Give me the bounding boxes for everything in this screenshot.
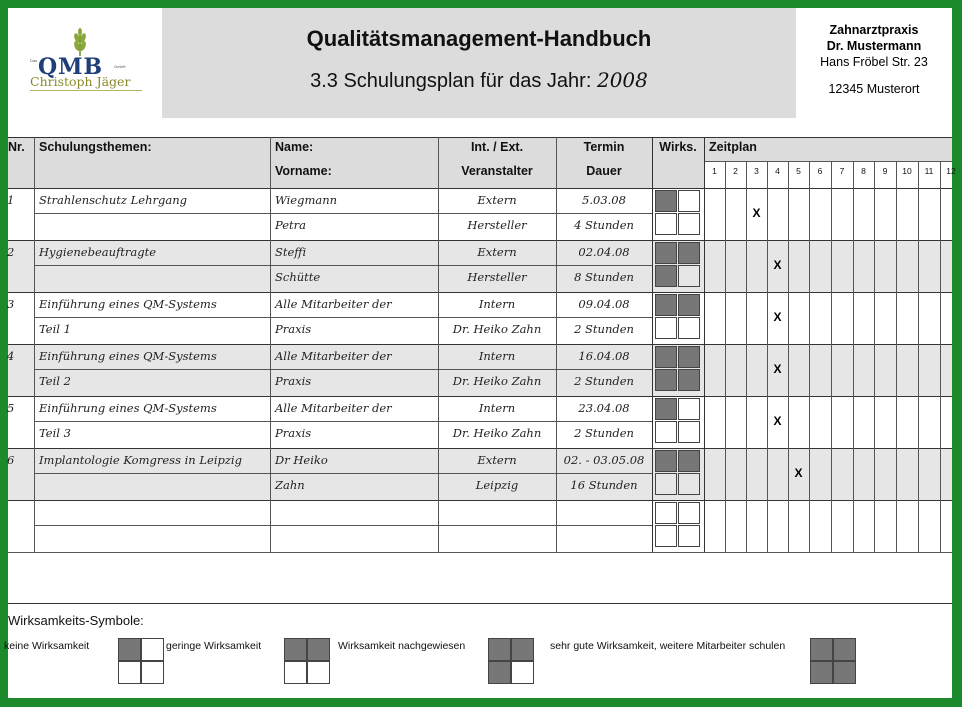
row-name: Dr Heiko — [275, 453, 328, 467]
row-name: Alle Mitarbeiter der — [275, 297, 392, 311]
row-date: 09.04.08 — [578, 297, 630, 311]
effect-quadrant — [678, 242, 700, 264]
table-rule — [8, 448, 952, 449]
effect-quadrant — [655, 317, 677, 339]
row-topic: Implantologie Komgress in Leipzig — [39, 453, 242, 467]
month-label: 1 — [712, 166, 717, 176]
legend-quadrant — [284, 638, 307, 661]
header-date: Termin — [583, 140, 625, 154]
table-rule — [34, 213, 652, 214]
month-label: 7 — [839, 166, 845, 176]
legend-quadrant — [141, 638, 164, 661]
practice-name: Zahnarztpraxis — [829, 23, 919, 37]
effect-quadrant — [655, 525, 677, 547]
table-rule — [34, 525, 652, 526]
table-rule — [8, 292, 952, 293]
table-rule — [746, 161, 747, 552]
table-rule — [8, 137, 952, 138]
legend-symbol — [118, 638, 164, 684]
row-type: Intern — [478, 401, 516, 415]
table-rule — [438, 137, 439, 552]
effect-quadrant — [655, 294, 677, 316]
row-date: 23.04.08 — [578, 401, 630, 415]
row-topic: Einführung eines QM-Systems — [39, 297, 217, 311]
header-schedule: Zeitplan — [709, 140, 757, 154]
header-topics: Schulungsthemen: — [39, 140, 152, 154]
table-rule — [34, 317, 652, 318]
row-firstname: Schütte — [275, 270, 321, 284]
month-label: 10 — [902, 166, 912, 176]
row-type: Extern — [477, 453, 517, 467]
effect-quadrant — [678, 346, 700, 368]
schedule-mark: X — [773, 414, 782, 428]
effect-quadrant — [678, 317, 700, 339]
legend-symbol — [488, 638, 534, 684]
effect-quadrant — [655, 502, 677, 524]
row-type: Intern — [478, 297, 516, 311]
row-duration: 2 Stunden — [574, 322, 634, 336]
month-label: 11 — [924, 166, 934, 176]
row-number: 5 — [7, 401, 15, 415]
effect-quadrant — [655, 421, 677, 443]
row-date: 02.04.08 — [578, 245, 630, 259]
table-rule — [704, 161, 952, 162]
legend-quadrant — [511, 638, 534, 661]
row-number: 4 — [7, 349, 15, 363]
row-organizer: Dr. Heiko Zahn — [452, 426, 542, 440]
row-date: 5.03.08 — [582, 193, 626, 207]
row-duration: 2 Stunden — [574, 374, 634, 388]
month-label: 5 — [796, 166, 801, 176]
legend-quadrant — [307, 661, 330, 684]
row-topic: Strahlenschutz Lehrgang — [39, 193, 187, 207]
legend-label: keine Wirksamkeit — [4, 640, 90, 652]
header-int-ext: Int. / Ext. — [470, 140, 524, 154]
legend-quadrant — [488, 661, 511, 684]
table-rule — [8, 396, 952, 397]
page-title: Qualitätsmanagement-Handbuch — [306, 26, 652, 51]
row-duration: 4 Stunden — [574, 218, 634, 232]
legend-symbol — [284, 638, 330, 684]
logo-small-right: GmbH — [114, 64, 126, 69]
plan-year: 2008 — [596, 68, 648, 92]
logo-small-left: Das — [30, 58, 38, 63]
legend-quadrant — [810, 661, 833, 684]
header-duration: Dauer — [586, 164, 622, 178]
table-rule — [34, 473, 652, 474]
practice-doctor: Dr. Mustermann — [826, 39, 922, 53]
header-organizer: Veranstalter — [461, 164, 533, 178]
row-firstname: Petra — [275, 218, 307, 232]
table-rule — [8, 188, 952, 189]
schedule-mark: X — [773, 310, 782, 324]
legend-title: Wirksamkeits-Symbole: — [8, 613, 144, 628]
table-rule — [809, 161, 810, 552]
schedule-mark: X — [794, 466, 803, 480]
table-rule — [556, 137, 557, 552]
effect-quadrant — [678, 421, 700, 443]
row-organizer: Dr. Heiko Zahn — [452, 374, 542, 388]
subtitle-prefix: 3.3 Schulungsplan für das Jahr: — [310, 70, 592, 92]
row-duration: 2 Stunden — [574, 426, 634, 440]
training-plan-table — [7, 8, 956, 698]
schedule-mark: X — [773, 258, 782, 272]
effect-quadrant — [655, 265, 677, 287]
row-number: 3 — [7, 297, 15, 311]
effect-quadrant — [678, 294, 700, 316]
legend-label: Wirksamkeit nachgewiesen — [338, 640, 466, 652]
legend-label: geringe Wirksamkeit — [166, 640, 262, 652]
table-rule — [788, 161, 789, 552]
table-rule — [767, 161, 768, 552]
table-rule — [704, 137, 705, 552]
effect-quadrant — [655, 369, 677, 391]
month-label: 4 — [775, 166, 780, 176]
row-type: Extern — [477, 193, 517, 207]
legend-quadrant — [284, 661, 307, 684]
month-label: 3 — [754, 166, 759, 176]
document-page — [4, 8, 956, 698]
legend-symbol — [810, 638, 856, 684]
row-topic: Einführung eines QM-Systems — [39, 349, 217, 363]
effect-quadrant — [678, 525, 700, 547]
month-label: 12 — [946, 166, 956, 176]
effect-quadrant — [678, 398, 700, 420]
practice-city: 12345 Musterort — [828, 82, 920, 96]
row-date: 02. - 03.05.08 — [563, 453, 645, 467]
legend-quadrant — [118, 638, 141, 661]
row-organizer: Leipzig — [475, 478, 519, 492]
effect-quadrant — [678, 450, 700, 472]
row-topic: Einführung eines QM-Systems — [39, 401, 217, 415]
table-rule — [725, 161, 726, 552]
table-rule — [34, 421, 652, 422]
row-topic-part: Teil 1 — [39, 322, 71, 336]
row-name: Alle Mitarbeiter der — [275, 349, 392, 363]
practice-street: Hans Fröbel Str. 23 — [820, 55, 928, 69]
schedule-mark: X — [752, 206, 761, 220]
table-rule — [8, 552, 952, 553]
table-rule — [8, 240, 952, 241]
row-organizer: Hersteller — [467, 218, 527, 232]
legend-quadrant — [307, 638, 330, 661]
row-organizer: Dr. Heiko Zahn — [452, 322, 542, 336]
row-topic: Hygienebeauftragte — [39, 245, 157, 259]
table-rule — [8, 344, 952, 345]
legend-quadrant — [118, 661, 141, 684]
effect-quadrant — [678, 502, 700, 524]
effect-quadrant — [678, 190, 700, 212]
row-duration: 8 Stunden — [574, 270, 634, 284]
row-firstname: Praxis — [275, 322, 312, 336]
legend-quadrant — [141, 661, 164, 684]
row-topic-part: Teil 3 — [39, 426, 71, 440]
row-organizer: Hersteller — [467, 270, 527, 284]
table-rule — [8, 603, 952, 604]
month-label: 6 — [817, 166, 823, 176]
legend-label: sehr gute Wirksamkeit, weitere Mitarbeiter schulen — [550, 640, 786, 652]
effect-quadrant — [655, 346, 677, 368]
table-rule — [34, 265, 652, 266]
row-type: Intern — [478, 349, 516, 363]
row-firstname: Zahn — [275, 478, 305, 492]
row-date: 16.04.08 — [578, 349, 630, 363]
row-number: 6 — [7, 453, 15, 467]
month-label: 2 — [733, 166, 738, 176]
row-name: Alle Mitarbeiter der — [275, 401, 392, 415]
table-rule — [896, 161, 897, 552]
table-rule — [874, 161, 875, 552]
row-type: Extern — [477, 245, 517, 259]
logo-brand: QMB — [38, 54, 104, 80]
table-rule — [853, 161, 854, 552]
table-rule — [940, 161, 941, 552]
effect-quadrant — [678, 265, 700, 287]
table-rule — [652, 137, 653, 552]
table-rule — [8, 500, 952, 501]
effect-quadrant — [655, 213, 677, 235]
effect-quadrant — [655, 398, 677, 420]
legend-quadrant — [488, 638, 511, 661]
header-effect: Wirks. — [659, 140, 697, 154]
legend-quadrant — [833, 638, 856, 661]
table-rule — [34, 137, 35, 552]
header-nr: Nr. — [8, 140, 25, 154]
month-label: 8 — [861, 166, 866, 176]
header-name: Name: — [275, 140, 314, 154]
effect-quadrant — [678, 473, 700, 495]
header-firstname: Vorname: — [275, 164, 332, 178]
effect-quadrant — [655, 450, 677, 472]
schedule-mark: X — [773, 362, 782, 376]
table-rule — [34, 369, 652, 370]
row-number: 2 — [7, 245, 15, 259]
row-firstname: Praxis — [275, 426, 312, 440]
legend-quadrant — [511, 661, 534, 684]
row-topic-part: Teil 2 — [39, 374, 71, 388]
row-duration: 16 Stunden — [570, 478, 638, 492]
table-rule — [831, 161, 832, 552]
row-name: Wiegmann — [275, 193, 338, 207]
effect-quadrant — [678, 213, 700, 235]
legend-quadrant — [833, 661, 856, 684]
table-rule — [270, 137, 271, 552]
month-label: 9 — [882, 166, 888, 176]
row-firstname: Praxis — [275, 374, 312, 388]
effect-quadrant — [678, 369, 700, 391]
row-name: Steffi — [275, 245, 307, 259]
effect-quadrant — [655, 190, 677, 212]
effect-quadrant — [655, 473, 677, 495]
table-rule — [918, 161, 919, 552]
legend-quadrant — [810, 638, 833, 661]
row-number: 1 — [7, 193, 15, 207]
effect-quadrant — [655, 242, 677, 264]
logo-name: Christoph Jäger — [30, 74, 131, 89]
